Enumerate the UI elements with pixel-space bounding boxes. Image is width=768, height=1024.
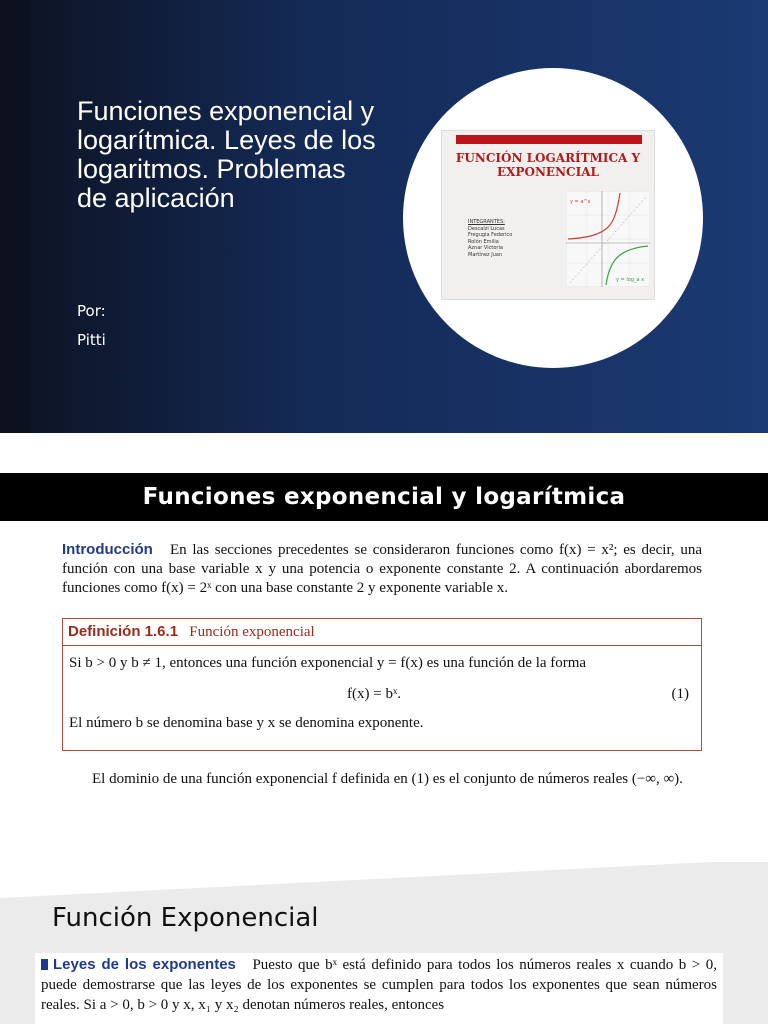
exponential-laws-slide bbox=[0, 838, 768, 1024]
member-item: Descalzi Lucas bbox=[468, 225, 505, 232]
thumbnail-red-bar bbox=[456, 135, 642, 144]
equation-number: (1) bbox=[671, 686, 689, 702]
definition-line1: Si b > 0 y b ≠ 1, entonces una función exponencial y = f(x) es una función de la forma bbox=[69, 655, 587, 671]
slide3-title: Función Exponencial bbox=[52, 903, 319, 933]
log-label: y = log_a x bbox=[616, 277, 645, 283]
member-item: Martínez Juan bbox=[468, 251, 503, 258]
slide-header: Funciones exponencial y logarítmica bbox=[0, 473, 768, 521]
definition-slide bbox=[0, 460, 768, 820]
definition-line3: El número b se denomina base y x se denomina exponente. bbox=[69, 715, 424, 731]
exp-label: y = a^x bbox=[570, 199, 591, 205]
definition-equation: f(x) = bˣ. bbox=[347, 686, 402, 702]
members-header: INTEGRANTES: bbox=[468, 219, 505, 225]
intro-label: Introducción bbox=[62, 541, 153, 558]
intro-text: En las secciones precedentes se consideraron funciones como f(x) = x²; es decir, una función con una base variable x y una potencia o exponente constante 2. A continuación abordaremos funciones como f(x) = 2ˣ con una base constante 2 y exponente variable x. bbox=[62, 542, 702, 596]
member-item: Aznar Victoria bbox=[468, 245, 503, 251]
member-item: Fregugia Federico bbox=[468, 232, 513, 238]
by-label: Por: bbox=[77, 302, 106, 320]
thumbnail-title bbox=[442, 151, 654, 179]
laws-text: Puesto que bˣ está definido para todos los números reales x cuando b > 0, puede demostrarse que las leyes de los exponentes se cumplen para todos los exponentes que sean números reales. Si a > 0, b > 0 y x, x₁ y x₂ denotan números reales, entonces bbox=[41, 957, 717, 1013]
thumbnail-members bbox=[468, 219, 512, 258]
thumbnail-graph bbox=[566, 191, 650, 287]
intro-paragraph bbox=[62, 540, 702, 598]
laws-paragraph bbox=[35, 953, 723, 1024]
title-slide bbox=[0, 0, 768, 433]
bullet-square-icon bbox=[41, 959, 48, 970]
thumbnail-circle bbox=[403, 68, 703, 368]
definition-box bbox=[62, 618, 702, 751]
thumbnail-title-line2: EXPONENCIAL bbox=[497, 165, 599, 179]
laws-label: Leyes de los exponentes bbox=[53, 956, 236, 973]
left-dark-strip bbox=[0, 0, 30, 433]
thumbnail-title-line1: FUNCIÓN LOGARÍTMICA Y bbox=[455, 151, 641, 165]
thumbnail-slide bbox=[441, 130, 655, 300]
definition-number: Definición 1.6.1 bbox=[68, 623, 179, 640]
domain-paragraph: El dominio de una función exponencial f definida en (1) es el conjunto de números reales (−∞, ∞). bbox=[92, 771, 683, 787]
definition-name: Función exponencial bbox=[189, 624, 315, 640]
member-item: Rolón Emilia bbox=[468, 238, 499, 245]
author-name: Pitti bbox=[77, 331, 106, 349]
definition-header bbox=[63, 619, 701, 646]
slide-title: Funciones exponencial y logarítmica. Leyes de los logaritmos. Problemas de aplicación bbox=[77, 96, 376, 213]
